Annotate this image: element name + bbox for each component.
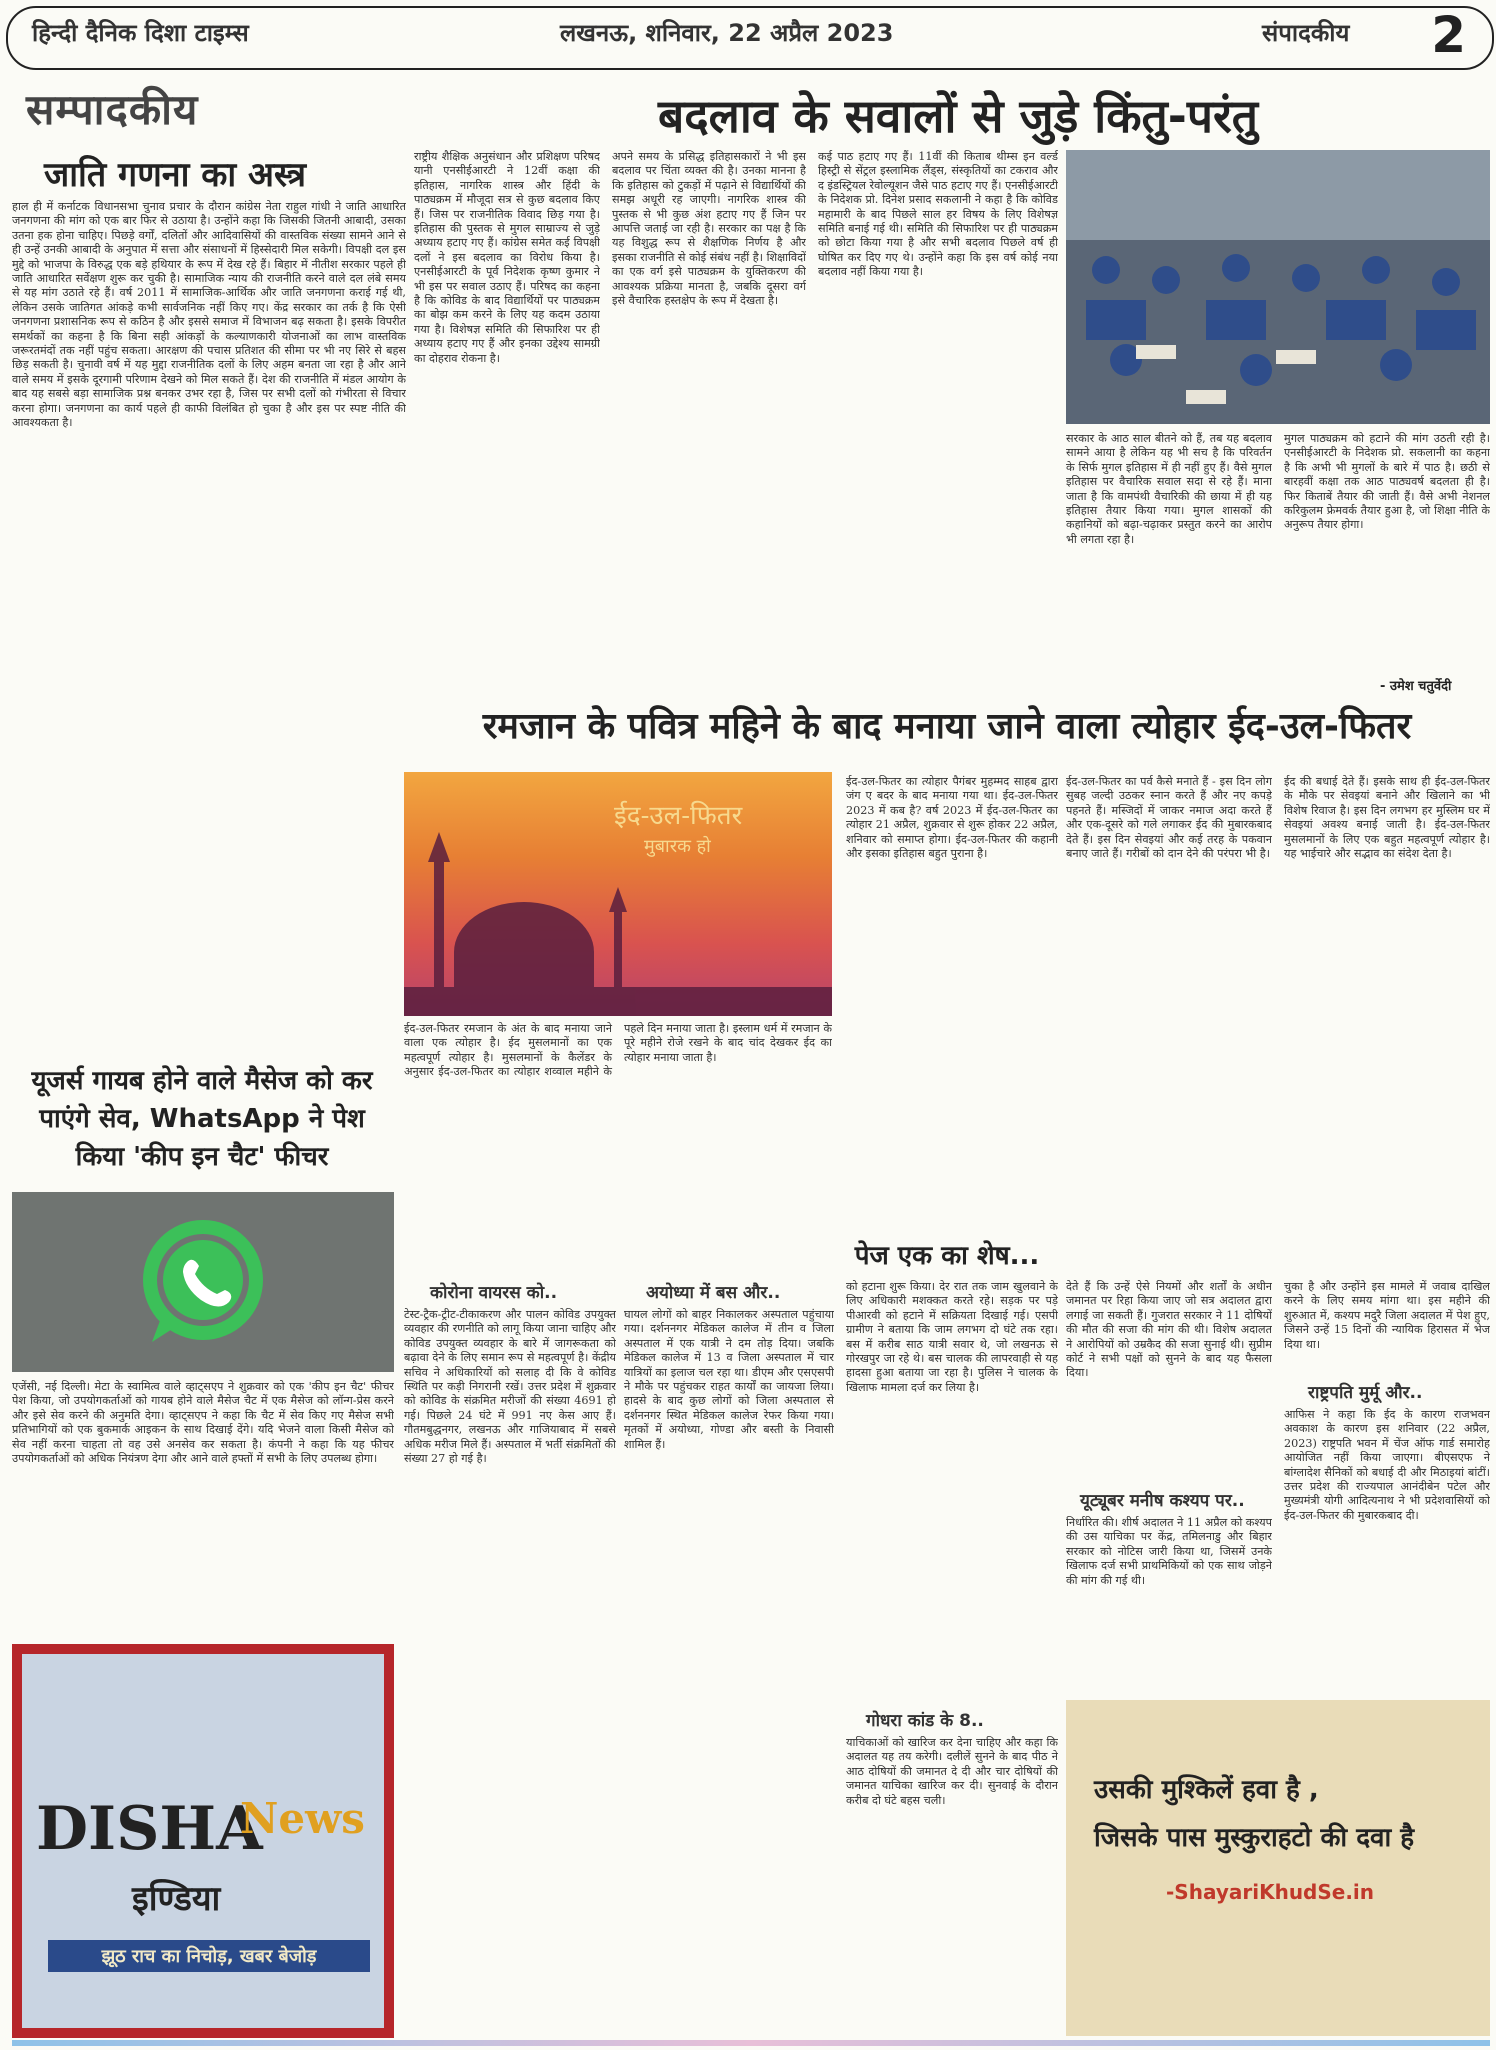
editorial-headline: जाति गणना का अस्त्र <box>44 155 307 195</box>
eid-col-2: ईद-उल-फितर का त्योहार पैगंबर मुहम्मद साहब द्वारा जंग ए बदर के बाद मनाया गया था। ईद-उल-फितर 2023 में कब है? वर्ष 2023 में ईद-उल-फितर का त्योहार 21 अप्रैल, शुक्रवार से शुरू होकर 22 अप्रैल, शनिवार को समाप्त होगा। ईद-उल-फितर की कहानी और इसका इतिहास बहुत पुराना है। <box>846 775 1058 861</box>
shayari-site: -ShayariKhudSe.in <box>1166 1880 1375 1904</box>
continued-body-5: चुका है और उन्होंने इस मामले में जवाब दाखिल करने के लिए समय मांगा था। इस महीने की शुरुआत में, कश्यप मदुरै जिला अदालत में पेश हुए, जिसने उन्हें 15 दिनों की न्यायिक हिरासत में भेज दिया था। <box>1284 1280 1490 1351</box>
top-story-byline: - उमेश चतुर्वेदी <box>1380 679 1452 694</box>
continued-body-8: निर्धारित की। शीर्ष अदालत ने 11 अप्रैल को कश्यप की उस याचिका पर केंद्र, तमिलनाडु और बिहार सरकार को नोटिस जारी किया था, जिसमें उनके खिलाफ दर्ज सभी प्राथमिकियों को एक साथ जोड़ने की मांग की गई थी। <box>1066 1516 1272 1587</box>
disha-logo-india: इण्डिया <box>132 1879 221 1919</box>
whatsapp-logo-icon <box>12 1192 394 1372</box>
shayari-line-2: जिसके पास मुस्कुराहटो की दवा है <box>1094 1823 1415 1853</box>
paper-name: हिन्दी दैनिक दिशा टाइम्स <box>32 19 249 47</box>
page-number: 2 <box>1431 6 1466 64</box>
shayari-box <box>1066 1700 1490 2036</box>
top-story-col-2: अपने समय के प्रसिद्ध इतिहासकारों ने भी इस बदलाव पर चिंता व्यक्त की है। उनका मानना है कि इतिहास को टुकड़ों में पढ़ाने से विद्यार्थियों की समझ अधूरी रह जाएगी। नागरिक शास्त्र की पुस्तक से भी कुछ अंश हटाए गए हैं जिन पर आपत्ति जताई जा रही है। सरकार का पक्ष है कि यह विशुद्ध रूप से शैक्षणिक निर्णय है और इसका राजनीति से कोई संबंध नहीं है। शिक्षाविदों का एक वर्ग इसे पाठ्यक्रम के युक्तिकरण की आवश्यक प्रक्रिया मानता है, जबकि दूसरा वर्ग इसे वैचारिक हस्तक्षेप के रूप में देखता है। <box>612 150 806 308</box>
top-story-col-3: कई पाठ हटाए गए हैं। 11वीं की किताब थीम्स इन वर्ल्ड हिस्ट्री से सेंट्रल इस्लामिक लैंड्स, संस्कृतियों का टकराव और द इंडस्ट्रियल रेवोल्यूशन जैसे पाठ हटाए गए हैं। एनसीईआरटी के निदेशक प्रो. दिनेश प्रसाद सकलानी ने कहा है कि कोविड महामारी के बाद पिछले साल हर विषय के लिए विशेषज्ञ समिति बनाई गई थी। समिति की सिफारिश पर ही पाठ्यक्रम को छोटा किया गया है और सभी बदलाव पिछले वर्ष ही घोषित कर दिए गए थे। उन्होंने कहा कि इस वर्ष कोई नया बदलाव नहीं किया गया है। <box>818 150 1058 279</box>
disha-logo-text: DISHA <box>36 1794 263 1864</box>
mosque-silhouette <box>404 772 832 1016</box>
disha-tagline: झूठ राच का निचोड़, खबर बेजोड़ <box>48 1940 370 1972</box>
whatsapp-image <box>12 1192 394 1372</box>
dateline: लखनऊ, शनिवार, 22 अप्रैल 2023 <box>560 19 894 47</box>
continued-body-7: याचिकाओं को खारिज कर देना चाहिए और कहा कि अदालत यह तय करेगी। दलीलें सुनने के बाद पीठ ने आठ दोषियों की जमानत दे दी और चार दोषियों की जमानत याचिका खारिज कर दी। सुनवाई के दौरान करीब दो घंटे बहस चली। <box>846 1736 1058 1807</box>
eid-col-3: ईद-उल-फितर का पर्व कैसे मनाते हैं - इस दिन लोग सुबह जल्दी उठकर स्नान करते हैं और नए कपड़े पहनते हैं। मस्जिदों में जाकर नमाज अदा करते हैं और एक-दूसरे को गले लगाकर ईद की मुबारकबाद देते हैं। इस दिन सेवइयां और कई तरह के पकवान बनाए जाते हैं। गरीबों को दान देने की परंपरा भी है। <box>1066 775 1272 861</box>
whatsapp-body: एजेंसी, नई दिल्ली। मेटा के स्वामित्व वाले व्हाट्सएप ने शुक्रवार को एक 'कीप इन चैट' फीचर पेश किया, जो उपयोगकर्ताओं को गायब होने वाले मैसेज चैट में एक मैसेज को लॉन्ग-प्रेस करने और इसे सेव करने की अनुमति देगा। व्हाट्सएप ने कहा कि चैट में सेव किए गए मैसेज सभी प्रतिभागियों को एक बुकमार्क आइकन के साथ दिखाई देंगे। यदि भेजने वाला किसी मैसेज को सेव नहीं करना चाहता तो वह उसे अनसेव कर सकता है। कंपनी ने कहा कि यह फीचर उपयोगकर्ताओं को अधिक नियंत्रण देगा और आने वाले हफ्तों में सभी के लिए उपलब्ध होगा। <box>12 1380 394 1466</box>
bottom-rule <box>12 2040 1490 2046</box>
continued-subhead-7: गोधरा कांड के 8.. <box>866 1711 984 1731</box>
continued-body-6: आफिस ने कहा कि ईद के कारण राजभवन अवकाश के कारण इस शनिवार (22 अप्रैल, 2023) राष्ट्रपति भवन में चेंज ऑफ गार्ड समारोह आयोजित नहीं किया जाएगा। बीएसएफ ने बांग्लादेश सैनिकों को बधाई दी और मिठाइयां बांटीं। उत्तर प्रदेश की राज्यपाल आनंदीबेन पटेल और मुख्यमंत्री योगी आदित्यनाथ ने भी प्रदेशवासियों को ईद-उल-फितर की मुबारकबाद दी। <box>1284 1408 1490 1522</box>
eid-image-subtitle: मुबारक हो <box>644 836 711 857</box>
section-banner: सम्पादकीय <box>26 85 199 134</box>
shayari-line-1: उसकी मुश्किलें हवा है , <box>1094 1775 1319 1805</box>
classroom-illustration <box>1066 150 1490 424</box>
top-story-col-1: राष्ट्रीय शैक्षिक अनुसंधान और प्रशिक्षण परिषद यानी एनसीईआरटी ने 12वीं कक्षा की इतिहास, नागरिक शास्त्र और हिंदी के पाठ्यक्रम में मौजूदा सत्र से कुछ बदलाव किए हैं। जिस पर राजनीतिक विवाद छिड़ गया है। इतिहास की पुस्तक से मुगल साम्राज्य से जुड़े अध्याय हटाए गए हैं। कांग्रेस समेत कई विपक्षी दलों ने इस बदलाव का विरोध किया है। एनसीईआरटी के पूर्व निदेशक कृष्ण कुमार ने भी इस पर सवाल उठाए हैं। परिषद का कहना है कि कोविड के बाद विद्यार्थियों पर पाठ्यक्रम का बोझ कम करने के लिए यह कदम उठाया गया है। विशेषज्ञ समिति की सिफारिश पर ही अध्याय हटाए गए हैं और इनका उद्देश्य सामग्री का दोहराव रोकना है। <box>414 150 600 365</box>
continued-subhead-8: यूट्यूबर मनीष कश्यप पर.. <box>1080 1491 1245 1511</box>
eid-col-4: ईद की बधाई देते हैं। इसके साथ ही ईद-उल-फितर के मौके पर सेवइयां बनाने और खिलाने का भी विशेष रिवाज है। इस दिन लगभग हर मुस्लिम घर में सेवइयां अवश्य बनाई जाती है। ईद-उल-फितर मुसलमानों के लिए एक बहुत महत्वपूर्ण त्योहार है। यह भाईचारे और सद्भाव का संदेश देता है। <box>1284 775 1490 861</box>
eid-col-1: ईद-उल-फितर रमजान के अंत के बाद मनाया जाने वाला एक त्योहार है। ईद मुसलमानों का एक महत्वपूर्ण त्योहार है। मुसलमानों के कैलेंडर के अनुसार ईद-उल-फितर का त्योहार शव्वाल महीने के पहले दिन मनाया जाता है। इस्लाम धर्म में रमजान के पूरे महीने रोजे रखने के बाद चांद देखकर ईद का त्योहार मनाया जाता है। <box>404 1022 832 1079</box>
top-story-col-5: मुगल पाठ्यक्रम को हटाने की मांग उठती रही है। एनसीईआरटी के निदेशक प्रो. सकलानी का कहना है कि अभी भी मुगलों के बारे में पाठ है। छठी से बारहवीं कक्षा तक आठ पाठ्यवर्ष बदलता ही है। फिर किताबें तैयार की जाती हैं। वैसे अभी नेशनल करिकुलम फ्रेमवर्क तैयार हुआ है, जो शिक्षा नीति के अनुरूप तैयार होगा। <box>1284 432 1490 532</box>
continued-subhead-1: कोरोना वायरस को.. <box>430 1283 558 1303</box>
whatsapp-headline: यूजर्स गायब होने वाले मैसेज को कर पाएंगे सेव, WhatsApp ने पेश किया 'कीप इन चैट' फीचर <box>31 1066 373 1172</box>
editorial-body: हाल ही में कर्नाटक विधानसभा चुनाव प्रचार के दौरान कांग्रेस नेता राहुल गांधी ने जाति आधारित जनगणना की मांग को एक बार फिर से उठाया है। उन्होंने कहा कि जिसकी जितनी आबादी, उसका उतना हक होना चाहिए। पिछड़े वर्गों, दलितों और आदिवासियों की वास्तविक संख्या सामने आने से ही उन्हें उनकी आबादी के अनुपात में सत्ता और संसाधनों में हिस्सेदारी मिल सकेगी। विपक्षी दल इस मुद्दे को भाजपा के विरुद्ध एक बड़े हथियार के रूप में देख रहे हैं। बिहार में नीतीश सरकार पहले ही जाति आधारित सर्वेक्षण शुरू कर चुकी है। सामाजिक न्याय की राजनीति करने वाले दल लंबे समय से यह मांग उठाते रहे हैं। वर्ष 2011 में सामाजिक-आर्थिक और जाति जनगणना कराई गई थी, लेकिन उसके जातिगत आंकड़े कभी सार्वजनिक नहीं किए गए। केंद्र सरकार का तर्क है कि ऐसी जनगणना प्रशासनिक रूप से कठिन है और इससे समाज में विभाजन बढ़ सकता है। इसके विपरीत समर्थकों का कहना है कि बिना सही आंकड़ों के कल्याणकारी योजनाओं का लाभ वास्तविक जरूरतमंदों तक नहीं पहुंच सकता। आरक्षण की पचास प्रतिशत की सीमा पर भी नए सिरे से बहस छिड़ सकती है। चुनावी वर्ष में यह मुद्दा राजनीतिक दलों के लिए अहम बनता जा रहा है और आने वाले समय में इसके दूरगामी परिणाम देखने को मिल सकते हैं। देश की राजनीति में मंडल आयोग के बाद यह सबसे बड़ा सामाजिक प्रश्न बनकर उभर रहा है, जिस पर सभी दलों को गंभीरता से विचार करना होगा। जनगणना का कार्य पहले ही काफी विलंबित हो चुका है और इस पर स्पष्ट नीति की आवश्यकता है। <box>12 200 406 430</box>
eid-image <box>404 772 832 1016</box>
continued-body-2: घायल लोगों को बाहर निकालकर अस्पताल पहुंचाया गया। दर्शननगर मेडिकल कालेज में तीन व जिला अस्पताल में एक यात्री ने दम तोड़ दिया। जबकि मेडिकल कालेज में 13 व जिला अस्पताल में चार यात्रियों का इलाज चल रहा था। डीएम और एसएसपी ने मौके पर पहुंचकर राहत कार्यों का जायजा लिया। हादसे के बाद कुछ लोगों को जिला अस्पताल से दर्शननगर स्थित मेडिकल कालेज रेफर किया गया। मृतकों में अयोध्या, गोण्डा और बस्ती के निवासी शामिल हैं। <box>624 1308 834 1451</box>
continued-subhead-2: अयोध्या में बस और.. <box>646 1283 781 1303</box>
classroom-photo <box>1066 150 1490 424</box>
disha-news-ad[interactable] <box>12 1644 394 2038</box>
disha-logo-news: News <box>240 1794 365 1843</box>
continued-banner: पेज एक का शेष... <box>854 1241 1040 1271</box>
continued-subhead-6: राष्ट्रपति मुर्मू और.. <box>1308 1383 1423 1403</box>
continued-body-3: को हटाना शुरू किया। देर रात तक जाम खुलवाने के लिए अधिकारी मशक्कत करते रहे। सड़क पर पड़े पीआरवी को हटाने में सक्रियता दिखाई गई। एसपी ग्रामीण ने बताया कि जाम लगभग दो घंटे तक रहा। बस में करीब साठ यात्री सवार थे, जो लखनऊ से गोरखपुर जा रहे थे। बस चालक की लापरवाही से यह हादसा हुआ बताया जा रहा है। पुलिस ने चालक के खिलाफ मामला दर्ज कर लिया है। <box>846 1280 1058 1394</box>
top-story-col-4: सरकार के आठ साल बीतने को हैं, तब यह बदलाव सामने आया है लेकिन यह भी सच है कि परिवर्तन के सिर्फ मुगल इतिहास में ही नहीं हुए हैं। वैसे मुगल इतिहास पर वैचारिक सवाल सदा से रहे हैं। माना जाता है कि वामपंथी वैचारिकी की छाया में ही यह इतिहास तैयार किया गया। मुगल शासकों की कहानियों को बढ़ा-चढ़ाकर प्रस्तुत करने का आरोप भी लगता रहा है। <box>1066 432 1272 546</box>
section-label: संपादकीय <box>1262 19 1350 47</box>
top-story-headline: बदलाव के सवालों से जुड़े किंतु-परंतु <box>657 89 1258 143</box>
eid-headline: रमजान के पवित्र महिने के बाद मनाया जाने वाला त्योहार ईद-उल-फितर <box>482 706 1412 747</box>
continued-body-4: देते हैं कि उन्हें ऐसे नियमों और शर्तों के अधीन जमानत पर रिहा किया जाए जो सत्र अदालत द्वारा लगाई जा सकती हैं। गुजरात सरकार ने 11 दोषियों की मौत की सजा की मांग की थी। विशेष अदालत ने आरोपियों को उम्रकैद की सजा सुनाई थी। सुप्रीम कोर्ट ने सभी पक्षों को सुनने के बाद यह फैसला दिया। <box>1066 1280 1272 1380</box>
eid-image-title: ईद-उल-फितर <box>614 801 743 831</box>
continued-body-1: टेस्ट-ट्रैक-ट्रीट-टीकाकरण और पालन कोविड उपयुक्त व्यवहार की रणनीति को लागू किया जाना चाहिए और कोविड उपयुक्त व्यवहार के बारे में जागरूकता को बढ़ावा देने के लिए समान रूप से महत्वपूर्ण है। केंद्रीय सचिव ने अधिकारियों को सलाह दी कि वे कोविड स्थिति पर कड़ी निगरानी रखें। उत्तर प्रदेश में शुक्रवार को कोविड के संक्रमित मरीजों की संख्या 4691 हो गई। पिछले 24 घंटे में 991 नए केस आए हैं। गौतमबुद्धनगर, लखनऊ और गाजियाबाद में सबसे अधिक मरीज मिले हैं। अस्पताल में भर्ती संक्रमितों की संख्या 27 हो गई है। <box>404 1308 616 1466</box>
